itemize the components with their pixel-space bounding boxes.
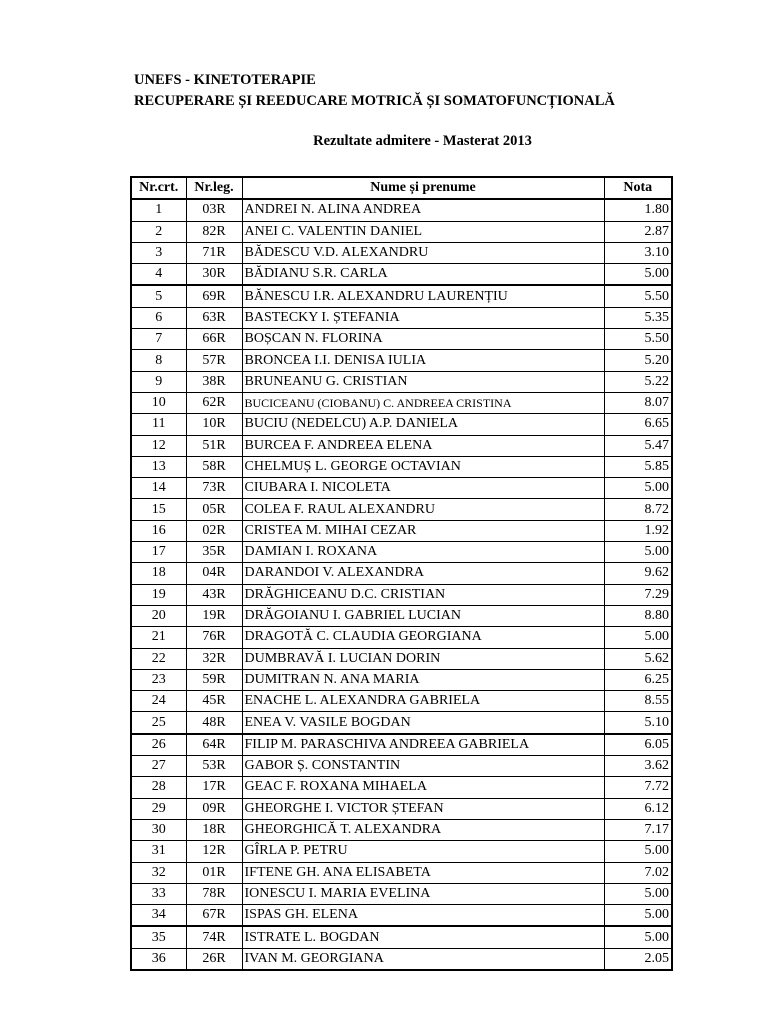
column-header-grade: Nota <box>604 177 672 199</box>
cell-name: GHEORGHICĂ T. ALEXANDRA <box>242 819 604 840</box>
cell-nr-crt: 32 <box>131 862 186 883</box>
cell-nr-crt: 25 <box>131 712 186 734</box>
cell-name: IONESCU I. MARIA EVELINA <box>242 883 604 904</box>
table-row <box>131 329 672 350</box>
cell-nr-leg: 45R <box>186 691 242 712</box>
cell-grade: 1.80 <box>604 199 672 221</box>
table-row <box>131 584 672 605</box>
cell-nr-leg: 64R <box>186 734 242 756</box>
table-row <box>131 819 672 840</box>
cell-grade: 5.50 <box>604 285 672 307</box>
table-row <box>131 542 672 563</box>
table-row <box>131 841 672 862</box>
cell-nr-crt: 23 <box>131 669 186 690</box>
cell-nr-crt: 29 <box>131 798 186 819</box>
cell-nr-crt: 36 <box>131 948 186 970</box>
cell-grade: 5.20 <box>604 350 672 371</box>
cell-name: ANEI C. VALENTIN DANIEL <box>242 221 604 242</box>
cell-nr-leg: 05R <box>186 499 242 520</box>
cell-nr-leg: 38R <box>186 371 242 392</box>
table-row <box>131 712 672 734</box>
cell-grade: 8.72 <box>604 499 672 520</box>
column-header-nr-crt: Nr.crt. <box>131 177 186 199</box>
cell-nr-crt: 16 <box>131 520 186 541</box>
cell-name: DARANDOI V. ALEXANDRA <box>242 563 604 584</box>
cell-nr-crt: 19 <box>131 584 186 605</box>
cell-nr-leg: 32R <box>186 648 242 669</box>
cell-name: COLEA F. RAUL ALEXANDRU <box>242 499 604 520</box>
faculty-title: UNEFS - KINETOTERAPIE <box>134 72 316 88</box>
cell-nr-crt: 9 <box>131 371 186 392</box>
cell-name: BĂDESCU V.D. ALEXANDRU <box>242 242 604 263</box>
cell-nr-leg: 03R <box>186 199 242 221</box>
cell-name: IFTENE GH. ANA ELISABETA <box>242 862 604 883</box>
cell-nr-crt: 18 <box>131 563 186 584</box>
results-subtitle: Rezultate admitere - Masterat 2013 <box>313 133 532 149</box>
cell-grade: 8.07 <box>604 392 672 413</box>
cell-nr-leg: 30R <box>186 264 242 286</box>
cell-grade: 8.80 <box>604 605 672 626</box>
cell-grade: 5.00 <box>604 478 672 499</box>
cell-name: BĂDIANU S.R. CARLA <box>242 264 604 286</box>
cell-nr-leg: 73R <box>186 478 242 499</box>
column-header-name: Nume și prenume <box>242 177 604 199</box>
table-row <box>131 883 672 904</box>
cell-nr-crt: 12 <box>131 435 186 456</box>
cell-name: ANDREI N. ALINA ANDREA <box>242 199 604 221</box>
table-row <box>131 221 672 242</box>
program-title: RECUPERARE ȘI REEDUCARE MOTRICĂ ȘI SOMATOFUNCȚIONALĂ <box>134 93 615 109</box>
cell-nr-crt: 13 <box>131 456 186 477</box>
cell-name: ENACHE L. ALEXANDRA GABRIELA <box>242 691 604 712</box>
table-row <box>131 392 672 413</box>
cell-grade: 5.22 <box>604 371 672 392</box>
cell-name: GÎRLA P. PETRU <box>242 841 604 862</box>
table-row <box>131 905 672 927</box>
table-row <box>131 307 672 328</box>
table-row <box>131 648 672 669</box>
table-row <box>131 948 672 970</box>
cell-nr-crt: 34 <box>131 905 186 927</box>
cell-nr-crt: 3 <box>131 242 186 263</box>
cell-nr-leg: 01R <box>186 862 242 883</box>
cell-name: BURCEA F. ANDREEA ELENA <box>242 435 604 456</box>
table-row <box>131 734 672 756</box>
cell-nr-leg: 04R <box>186 563 242 584</box>
cell-nr-leg: 62R <box>186 392 242 413</box>
table-row <box>131 435 672 456</box>
cell-nr-crt: 6 <box>131 307 186 328</box>
cell-nr-leg: 59R <box>186 669 242 690</box>
cell-nr-leg: 17R <box>186 777 242 798</box>
cell-grade: 5.00 <box>604 264 672 286</box>
table-row <box>131 414 672 435</box>
cell-name: CHELMUȘ L. GEORGE OCTAVIAN <box>242 456 604 477</box>
cell-grade: 6.25 <box>604 669 672 690</box>
table-row <box>131 285 672 307</box>
cell-grade: 7.02 <box>604 862 672 883</box>
results-table <box>130 176 673 971</box>
cell-name: ISTRATE L. BOGDAN <box>242 926 604 948</box>
cell-nr-leg: 43R <box>186 584 242 605</box>
cell-nr-leg: 66R <box>186 329 242 350</box>
cell-nr-crt: 20 <box>131 605 186 626</box>
cell-nr-crt: 1 <box>131 199 186 221</box>
cell-grade: 9.62 <box>604 563 672 584</box>
cell-nr-crt: 33 <box>131 883 186 904</box>
cell-grade: 6.12 <box>604 798 672 819</box>
cell-nr-crt: 10 <box>131 392 186 413</box>
cell-grade: 5.00 <box>604 627 672 648</box>
cell-nr-leg: 10R <box>186 414 242 435</box>
cell-grade: 5.00 <box>604 883 672 904</box>
cell-nr-crt: 35 <box>131 926 186 948</box>
cell-nr-crt: 17 <box>131 542 186 563</box>
table-body <box>131 199 672 970</box>
cell-name: BOȘCAN N. FLORINA <box>242 329 604 350</box>
cell-grade: 5.00 <box>604 905 672 927</box>
cell-nr-crt: 8 <box>131 350 186 371</box>
cell-nr-leg: 63R <box>186 307 242 328</box>
table-row <box>131 478 672 499</box>
cell-nr-crt: 7 <box>131 329 186 350</box>
table-row <box>131 456 672 477</box>
table-row <box>131 605 672 626</box>
table-row <box>131 499 672 520</box>
cell-grade: 5.62 <box>604 648 672 669</box>
table-header-row <box>131 177 672 199</box>
cell-name: GABOR Ș. CONSTANTIN <box>242 756 604 777</box>
cell-grade: 5.50 <box>604 329 672 350</box>
cell-nr-crt: 30 <box>131 819 186 840</box>
cell-name: CRISTEA M. MIHAI CEZAR <box>242 520 604 541</box>
cell-nr-crt: 11 <box>131 414 186 435</box>
cell-nr-leg: 18R <box>186 819 242 840</box>
cell-nr-crt: 26 <box>131 734 186 756</box>
cell-name: BRUNEANU G. CRISTIAN <box>242 371 604 392</box>
cell-nr-leg: 35R <box>186 542 242 563</box>
table-row <box>131 777 672 798</box>
cell-name: DRĂGHICEANU D.C. CRISTIAN <box>242 584 604 605</box>
cell-nr-crt: 4 <box>131 264 186 286</box>
cell-nr-crt: 28 <box>131 777 186 798</box>
cell-nr-crt: 27 <box>131 756 186 777</box>
cell-grade: 5.35 <box>604 307 672 328</box>
cell-grade: 6.05 <box>604 734 672 756</box>
table-row <box>131 862 672 883</box>
cell-nr-leg: 57R <box>186 350 242 371</box>
cell-nr-leg: 53R <box>186 756 242 777</box>
cell-grade: 3.62 <box>604 756 672 777</box>
cell-grade: 3.10 <box>604 242 672 263</box>
cell-nr-leg: 09R <box>186 798 242 819</box>
cell-nr-leg: 48R <box>186 712 242 734</box>
column-header-nr-leg: Nr.leg. <box>186 177 242 199</box>
cell-grade: 5.10 <box>604 712 672 734</box>
cell-nr-leg: 12R <box>186 841 242 862</box>
cell-grade: 5.00 <box>604 926 672 948</box>
cell-nr-leg: 51R <box>186 435 242 456</box>
cell-nr-crt: 14 <box>131 478 186 499</box>
cell-nr-leg: 67R <box>186 905 242 927</box>
cell-grade: 7.29 <box>604 584 672 605</box>
cell-nr-leg: 76R <box>186 627 242 648</box>
table-row <box>131 242 672 263</box>
table-row <box>131 371 672 392</box>
table-row <box>131 264 672 286</box>
cell-name: GHEORGHE I. VICTOR ȘTEFAN <box>242 798 604 819</box>
table-row <box>131 926 672 948</box>
cell-nr-leg: 19R <box>186 605 242 626</box>
table-row <box>131 669 672 690</box>
cell-name: GEAC F. ROXANA MIHAELA <box>242 777 604 798</box>
cell-grade: 2.87 <box>604 221 672 242</box>
cell-grade: 5.00 <box>604 542 672 563</box>
table-row <box>131 798 672 819</box>
cell-name: BĂNESCU I.R. ALEXANDRU LAURENȚIU <box>242 285 604 307</box>
table-row <box>131 691 672 712</box>
table-row <box>131 350 672 371</box>
cell-nr-leg: 26R <box>186 948 242 970</box>
cell-name: IVAN M. GEORGIANA <box>242 948 604 970</box>
document-header <box>134 70 754 112</box>
cell-name: DRAGOTĂ C. CLAUDIA GEORGIANA <box>242 627 604 648</box>
cell-grade: 7.17 <box>604 819 672 840</box>
cell-grade: 7.72 <box>604 777 672 798</box>
cell-grade: 5.00 <box>604 841 672 862</box>
cell-nr-leg: 74R <box>186 926 242 948</box>
cell-nr-crt: 2 <box>131 221 186 242</box>
cell-nr-leg: 82R <box>186 221 242 242</box>
table-row <box>131 563 672 584</box>
table-row <box>131 756 672 777</box>
cell-grade: 8.55 <box>604 691 672 712</box>
cell-name: ENEA V. VASILE BOGDAN <box>242 712 604 734</box>
cell-name: DUMBRAVĂ I. LUCIAN DORIN <box>242 648 604 669</box>
cell-nr-crt: 21 <box>131 627 186 648</box>
cell-nr-crt: 15 <box>131 499 186 520</box>
cell-name: BASTECKY I. ȘTEFANIA <box>242 307 604 328</box>
cell-grade: 5.85 <box>604 456 672 477</box>
cell-grade: 2.05 <box>604 948 672 970</box>
cell-nr-crt: 5 <box>131 285 186 307</box>
cell-name: DAMIAN I. ROXANA <box>242 542 604 563</box>
table-row <box>131 627 672 648</box>
cell-name: BUCIU (NEDELCU) A.P. DANIELA <box>242 414 604 435</box>
cell-nr-leg: 71R <box>186 242 242 263</box>
table-row <box>131 520 672 541</box>
cell-nr-leg: 58R <box>186 456 242 477</box>
cell-name: CIUBARA I. NICOLETA <box>242 478 604 499</box>
table-row <box>131 199 672 221</box>
cell-grade: 6.65 <box>604 414 672 435</box>
cell-nr-leg: 69R <box>186 285 242 307</box>
cell-nr-crt: 31 <box>131 841 186 862</box>
cell-name: ISPAS GH. ELENA <box>242 905 604 927</box>
cell-nr-crt: 22 <box>131 648 186 669</box>
cell-name: BRONCEA I.I. DENISA IULIA <box>242 350 604 371</box>
cell-name: BUCICEANU (CIOBANU) C. ANDREEA CRISTINA <box>242 392 604 413</box>
cell-nr-leg: 78R <box>186 883 242 904</box>
cell-grade: 1.92 <box>604 520 672 541</box>
cell-name: FILIP M. PARASCHIVA ANDREEA GABRIELA <box>242 734 604 756</box>
cell-name: DRĂGOIANU I. GABRIEL LUCIAN <box>242 605 604 626</box>
cell-nr-crt: 24 <box>131 691 186 712</box>
cell-nr-leg: 02R <box>186 520 242 541</box>
cell-name: DUMITRAN N. ANA MARIA <box>242 669 604 690</box>
cell-grade: 5.47 <box>604 435 672 456</box>
